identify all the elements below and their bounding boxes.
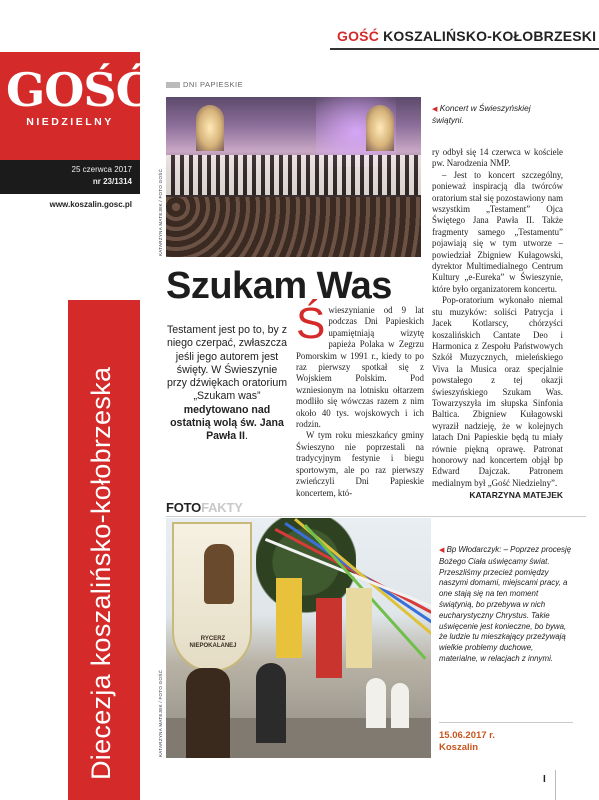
photo-caption: [432, 103, 562, 126]
paragraph: W tym roku mieszkańcy gminy Świeszyno nie poprzestali na tradycyjnym festynie i biegu sportowym, ale po raz pierwszy zwieńczyli Dni Papieskie koncertem, któ-: [296, 430, 424, 498]
lead-text: Testament jest po to, by z niego czerpać, zwłaszcza jeśli jego autorem jest święty. W Świeszynie przy dźwiękach oratorium „Szukam was”: [166, 324, 288, 403]
paragraph: [296, 299, 424, 430]
caption-rule: [439, 722, 573, 723]
sidebar: [0, 0, 152, 800]
issue-info: [0, 160, 140, 194]
paragraph: Pop-oratorium wykonało niemal stu muzyków: soliści Patrycja i Jacek Kotlarscy, chórzyści koszalińskich Cantate Deo i Harmonica z Zespołu Państwowych Szkół Muzycznych, mieleńskiego Viva la Musica oraz specjalnie powstałego z tej okazji świeszyńskiego Szukam Was. Towarzyszyła im słupska Sinfonia Baltica. Zbigniew Kułagowski wyraził nadzieję, że w kolejnych latach Dni Papieskie będą tu miały równie piękną oprawę. Patronat honorowy nad koncertem objął bp Edward Dajczak. Patronem medialnym był „Gość Niedzielny”.: [432, 295, 563, 488]
flag: [316, 598, 342, 678]
photo-caption-text: Koncert w Świeszyńskiej świątyni.: [432, 103, 531, 125]
audience: [166, 197, 421, 257]
monk: [186, 668, 230, 758]
diocese-title: Diecezja koszalińsko-kołobrzeska: [86, 366, 116, 780]
header-brand: GOŚĆ: [337, 28, 380, 44]
section-label: [166, 80, 243, 89]
lead-bold: medytowano nad ostatnią wolą św. Jana Pawła II: [170, 403, 284, 443]
triangle-left-icon: ◀: [432, 106, 438, 113]
choir: [166, 155, 421, 195]
lead-end: .: [244, 430, 248, 443]
issue-date: 25 czerwca 2017: [71, 165, 132, 174]
section-label-text: DNI PAPIESKIE: [183, 80, 244, 89]
fotofakty-caption: [439, 545, 573, 665]
headline: Szukam Was: [166, 265, 392, 307]
page-number: I: [543, 774, 546, 785]
procession-photo: [166, 518, 431, 758]
fotofakty-caption-text: Bp Włodarczyk: – Poprzez procesję Bożego Ciała uświęcamy świat. Przeszliśmy przecież pomiędzy naszymi domami, miejscami pracy, a one stają się na ten moment świątynią, bo przebywa w nich eucharystyczny Chrystus. Takie uświęcenie jest konieczne, bo bywa, że ludzie tu mieszkający przeżywają wielkie problemy duchowe, materialne, w relacjach z innymi.: [439, 545, 572, 663]
fotofakty-date: [439, 730, 495, 754]
drop-cap: Ś: [296, 299, 326, 348]
date: 15.06.2017 r.: [439, 730, 495, 741]
page-rule: [555, 770, 556, 800]
gosc-logo: [6, 63, 152, 128]
flag: [346, 588, 372, 668]
article-column-2: [432, 147, 563, 502]
issue-number: nr 23/1314: [92, 177, 132, 186]
paragraph-text: wieszynianie od 9 lat podczas Dni Papieskich upamiętniają wizytę papieża Polaka w Zegrzu Pomorskim w 1991 r., kiedy to po raz pierwszy spotkał się z Wojskiem Polskim. Pod wzniesionym na lotnisku ołtarzem modliło się wówczas razem z nim około 40 tys. wojskowych i ich rodzin.: [296, 305, 424, 430]
header-region: KOSZALIŃSKO-KOŁOBRZESKI: [383, 28, 597, 44]
banner-text: RYCERZ NIEPOKALANEJ: [189, 636, 237, 649]
header-rule: [330, 48, 599, 50]
altar-server: [391, 683, 409, 728]
photo-credit: KATARZYNA MATEJEK / FOTO GOŚĆ: [158, 168, 163, 256]
paragraph: – Jest to koncert szczególny, ponieważ inspiracją dla twórców oratorium stał się pozostawiony nam wszystkim „Testament” Ojca Świętego Jana Pawła II. Także fragmenty samego „Testamentu” pojawiają się w tym utworze – powiedział Zbigniew Kułagowski, dyrektor Multimedialnego Centrum Kultury „e-Eureka” w Świeszynie, które było organizatorem koncertu.: [432, 169, 563, 294]
paragraph: ry odbył się 14 czerwca w kościele pw. Narodzenia NMP.: [432, 147, 563, 169]
triangle-left-icon: ◀: [439, 547, 445, 554]
fotofakty-light: FAKTY: [201, 500, 243, 515]
section-marker: [166, 82, 180, 88]
church-window: [196, 105, 224, 151]
author: KATARZYNA MATEJEK: [469, 490, 563, 501]
lead: [166, 324, 288, 444]
altar-server: [366, 678, 386, 728]
place: Koszalin: [439, 742, 479, 753]
saint-figure: [204, 544, 234, 604]
website-link[interactable]: www.koszalin.gosc.pl: [49, 200, 132, 209]
logo-sub: NIEDZIELNY: [26, 116, 114, 128]
fotofakty-rule: [166, 516, 586, 517]
flag: [276, 578, 302, 658]
fotofakty-label: [166, 500, 243, 515]
concert-photo: [166, 97, 421, 257]
fotofakty-dark: FOTO: [166, 500, 202, 515]
logo-main: GOŚĆ: [6, 63, 152, 117]
photo-credit: KATARZYNA MATEJEK / FOTO GOŚĆ: [158, 669, 163, 757]
person: [256, 663, 286, 743]
church-window: [366, 105, 394, 151]
article-column-1: [296, 299, 424, 499]
section-header: [337, 28, 596, 44]
